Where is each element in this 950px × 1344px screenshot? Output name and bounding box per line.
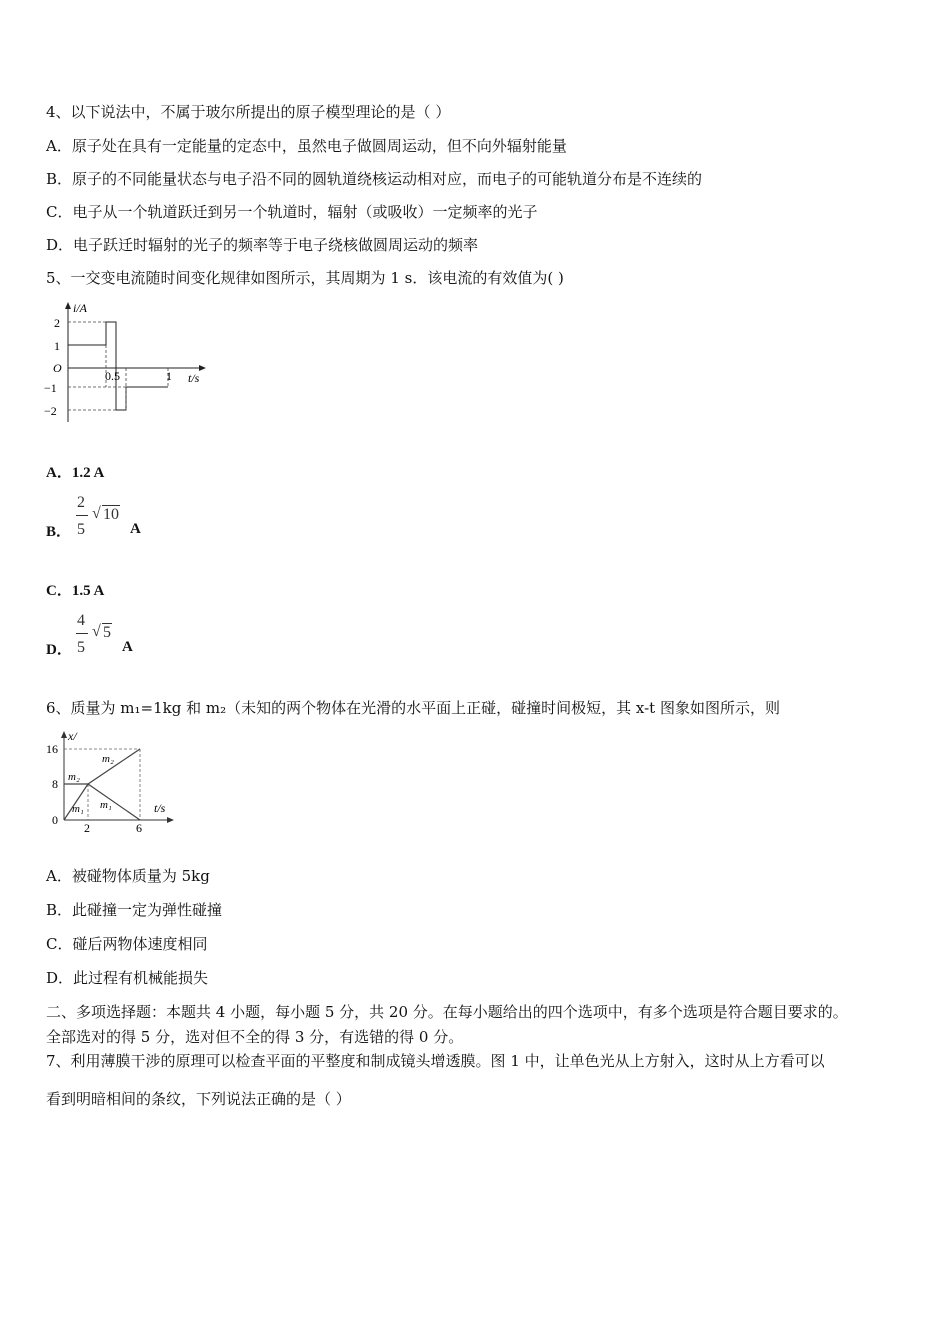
q5-option-c-label: C． <box>46 583 72 599</box>
section2-heading-line1: 二、多项选择题：本题共 4 小题，每小题 5 分，共 20 分。在每小题给出的四个选项中，有多个选项是符合题目要求的。 <box>46 1003 848 1021</box>
graph1-ytick-neg2: −2 <box>44 404 57 418</box>
q7-stem-line2: 看到明暗相间的条纹，下列说法正确的是（ ） <box>46 1090 351 1108</box>
q6-option-c: C．碰后两物体速度相同 <box>46 935 208 953</box>
graph1-ytick-2: 2 <box>54 316 60 330</box>
q5-stem: 5、一交变电流随时间变化规律如图所示，其周期为 1 s．该电流的有效值为( ) <box>46 269 564 287</box>
graph2-x-label: t/s <box>154 801 166 815</box>
q4-option-a: A．原子处在具有一定能量的定态中，虽然电子做圆周运动，但不向外辐射能量 <box>46 137 567 155</box>
q5-option-b-fraction-bar <box>76 515 88 516</box>
q5-option-b <box>46 521 71 542</box>
q5-option-d-radicand: 5 <box>103 624 111 641</box>
q5-option-d-sqrt-sign: √ <box>92 623 101 640</box>
graph1-origin: O <box>53 361 62 375</box>
q6-option-a: A．被碰物体质量为 5kg <box>46 867 210 885</box>
q5-option-b-label: B． <box>46 524 72 540</box>
q5-option-b-sqrt-sign: √ <box>92 505 101 522</box>
graph2-xtick-6: 6 <box>136 821 142 835</box>
q5-option-b-unit: A <box>130 521 141 537</box>
graph1-waveform <box>68 322 168 410</box>
graph2-label-m1-left: m₁ <box>72 803 84 815</box>
q5-option-b-radicand: 10 <box>103 506 119 523</box>
q5-option-b-denominator: 5 <box>77 521 85 538</box>
q6-option-b: B．此碰撞一定为弹性碰撞 <box>46 901 223 919</box>
position-time-graph <box>44 728 184 836</box>
graph2-label-m1-right: m₁ <box>100 799 112 811</box>
graph1-xtick-05: 0.5 <box>105 369 120 383</box>
q5-option-a-label: A． <box>46 465 72 481</box>
q5-option-d-label: D． <box>46 642 72 658</box>
graph2-ytick-8: 8 <box>52 777 58 791</box>
q4-option-d: D．电子跃迁时辐射的光子的频率等于电子绕核做圆周运动的频率 <box>46 236 479 254</box>
graph2-label-m2-left: m₂ <box>68 771 80 783</box>
graph1-ytick-neg1: −1 <box>44 381 57 395</box>
q5-option-c <box>46 580 104 601</box>
q5-option-a-value: 1.2 A <box>71 465 105 481</box>
graph1-y-label: i/A <box>73 301 87 315</box>
q4-option-b: B．原子的不同能量状态与电子沿不同的圆轨道绕核运动相对应，而电子的可能轨道分布是不连续的 <box>46 170 703 188</box>
q6-option-d: D．此过程有机械能损失 <box>46 969 209 987</box>
q5-option-d-denominator: 5 <box>77 639 85 656</box>
q5-option-b-numerator: 2 <box>77 494 85 511</box>
graph2-y-label: x/ <box>68 729 77 743</box>
graph1-ytick-1: 1 <box>54 339 60 353</box>
graph2-ytick-0: 0 <box>52 813 58 827</box>
q4-option-c: C．电子从一个轨道跃迁到另一个轨道时，辐射（或吸收）一定频率的光子 <box>46 203 538 221</box>
q5-option-d <box>46 639 72 660</box>
q5-option-d-fraction-bar <box>76 633 88 634</box>
q7-stem-line1: 7、利用薄膜干涉的原理可以检查平面的平整度和制成镜头增透膜。图 1 中，让单色光从上方射入，这时从上方看可以 <box>46 1052 825 1070</box>
graph2-xtick-2: 2 <box>84 821 90 835</box>
graph1-xtick-1: 1 <box>166 369 172 383</box>
graph1-x-label: t/s <box>188 371 200 385</box>
q5-option-d-unit: A <box>122 639 133 655</box>
q5-option-d-numerator: 4 <box>77 612 85 629</box>
section2-heading-line2: 全部选对的得 5 分，选对但不全的得 3 分，有选错的得 0 分。 <box>46 1028 464 1046</box>
q4-stem: 4、以下说法中，不属于玻尔所提出的原子模型理论的是（ ） <box>46 103 451 121</box>
current-time-graph <box>40 298 215 426</box>
q6-stem: 6、质量为 m₁=1kg 和 m₂（未知的两个物体在光滑的水平面上正碰，碰撞时间极短，其 x-t 图象如图所示，则 <box>46 699 780 717</box>
graph2-ytick-16: 16 <box>46 742 58 756</box>
graph2-label-m2-right: m₂ <box>102 753 114 765</box>
q5-option-a <box>46 462 104 483</box>
q5-option-c-value: 1.5 A <box>71 583 105 599</box>
